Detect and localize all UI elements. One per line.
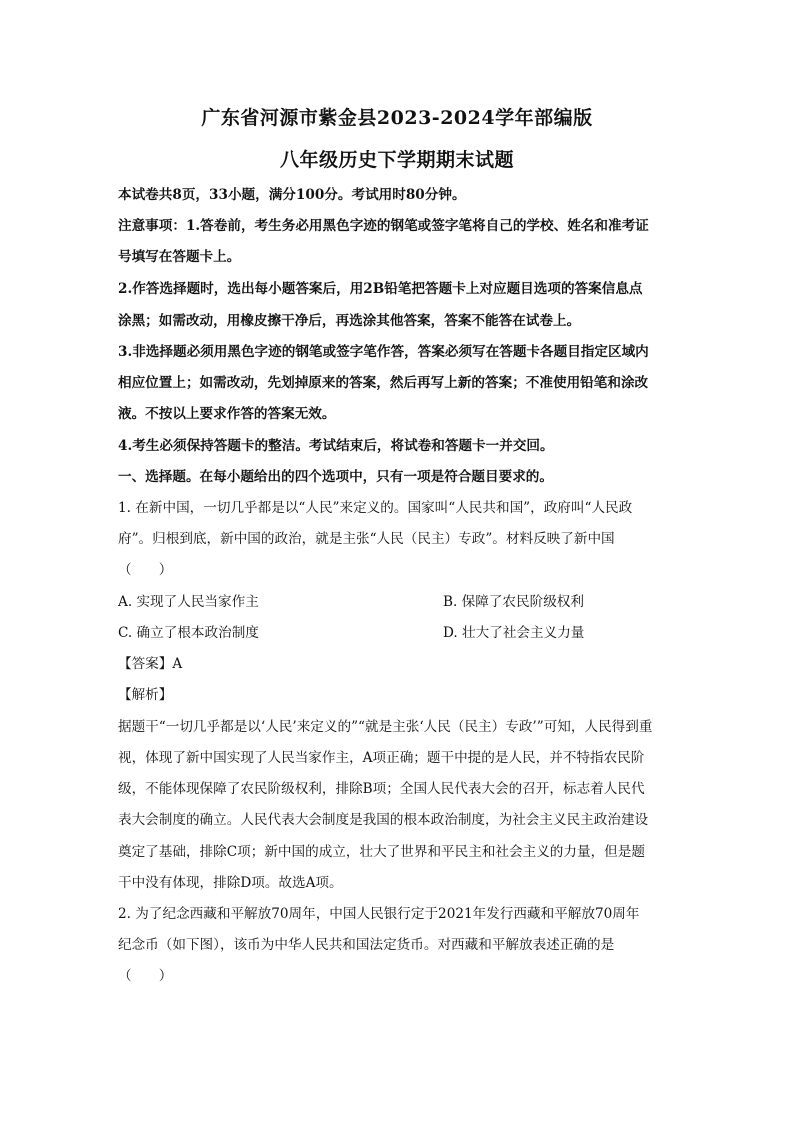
note-1-line-1: 注意事项：1.答卷前，考生务必用黑色字迹的钢笔或签字笔将自己的学校、姓名和准考证 xyxy=(118,218,649,234)
q2-stem-line-1: 2. 为了纪念西藏和平解放70周年，中国人民银行定于2021年发行西藏和平解放70周年 xyxy=(118,906,640,922)
q1-option-d: D. 壮大了社会主义力量 xyxy=(443,625,585,641)
note-4-line-1: 4.考生必须保持答题卡的整洁。考试结束后，将试卷和答题卡一并交回。 xyxy=(118,438,554,454)
q1-analysis-line-6: 干中没有体现，排除D项。故选A项。 xyxy=(118,875,343,891)
q1-analysis-line-3: 级，不能体现保障了农民阶级权利，排除B项；全国人民代表大会的召开，标志着人民代 xyxy=(118,781,645,797)
q2-paren: （ ） xyxy=(118,968,173,984)
section-1-heading: 一、选择题。在每小题给出的四个选项中，只有一项是符合题目要求的。 xyxy=(118,469,553,485)
q1-answer: 【答案】A xyxy=(118,656,183,672)
exam-intro: 本试卷共8页，33小题，满分100分。考试用时80分钟。 xyxy=(118,187,466,203)
q1-option-b: B. 保障了农民阶级权利 xyxy=(443,594,584,610)
note-3-line-1: 3.非选择题必须用黑色字迹的钢笔或签字笔作答，答案必须写在答题卡各题目指定区域内 xyxy=(118,344,649,360)
q1-analysis-line-2: 视，体现了新中国实现了人民当家作主，A项正确；题干中提的是人民，并不特指农民阶 xyxy=(118,750,645,766)
note-2-line-2: 涂黑；如需改动，用橡皮擦干净后，再选涂其他答案，答案不能答在试卷上。 xyxy=(118,313,581,329)
note-2-line-1: 2.作答选择题时，选出每小题答案后，用2B铅笔把答题卡上对应题目选项的答案信息点 xyxy=(118,281,643,297)
q1-stem-line-2: 府”。归根到底，新中国的政治，就是主张“人民（民主）专政”。材料反映了新中国 xyxy=(118,531,615,547)
q1-analysis-line-5: 奠定了基础，排除C项；新中国的成立，壮大了世界和平民主和社会主义的力量，但是题 xyxy=(118,844,645,860)
title-line-2: 八年级历史下学期期末试题 xyxy=(279,149,514,171)
note-3-line-2: 相应位置上；如需改动，先划掉原来的答案，然后再写上新的答案；不准使用铅笔和涂改 xyxy=(118,375,649,391)
note-3-line-3: 液。不按以上要求作答的答案无效。 xyxy=(118,406,336,422)
note-1-line-2: 号填写在答题卡上。 xyxy=(118,249,241,265)
q1-analysis-line-1: 据题干“一切几乎都是以‘人民’来定义的”“就是主张‘人民（民主）专政’”可知，人民得到重 xyxy=(118,719,653,735)
q1-stem-line-1: 1. 在新中国，一切几乎都是以“人民”来定义的。国家叫“人民共和国”，政府叫“人民政 xyxy=(118,500,633,516)
title-line-1: 广东省河源市紫金县2023-2024学年部编版 xyxy=(201,107,593,129)
q1-analysis-line-4: 表大会制度的确立。人民代表大会制度是我国的根本政治制度，为社会主义民主政治建设 xyxy=(118,812,649,828)
q1-option-c: C. 确立了根本政治制度 xyxy=(118,625,259,641)
q2-stem-line-2: 纪念币（如下图），该币为中华人民共和国法定货币。对西藏和平解放表述正确的是 xyxy=(118,937,615,953)
q1-option-a: A. 实现了人民当家作主 xyxy=(118,594,259,610)
q1-paren: （ ） xyxy=(118,562,173,578)
q1-analysis-label: 【解析】 xyxy=(118,687,173,703)
